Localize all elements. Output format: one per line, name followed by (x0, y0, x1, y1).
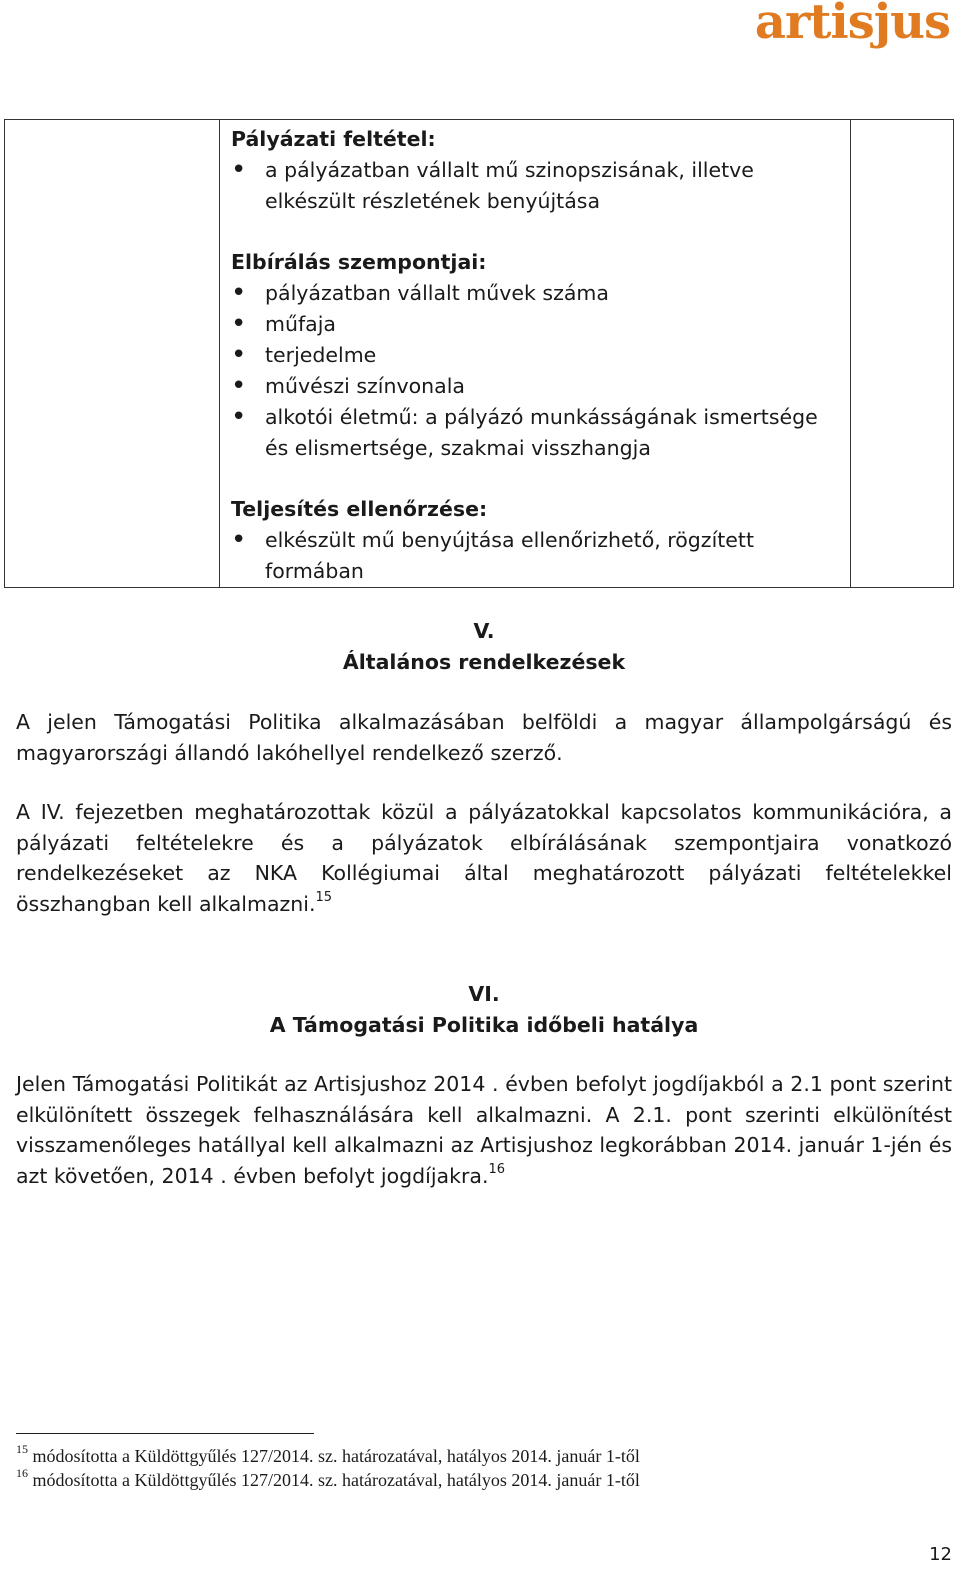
table-cell-right (851, 120, 954, 588)
footnote-ref: 15 (315, 889, 333, 905)
evaluation-heading: Elbírálás szempontjai: (231, 250, 487, 274)
footnote-number: 15 (16, 1442, 28, 1456)
list-item: • művészi színvonala (231, 371, 840, 402)
footnote (16, 1466, 640, 1491)
evaluation-list (231, 278, 840, 464)
section-number: V. (473, 619, 495, 643)
completion-list (231, 525, 840, 587)
page-number: 12 (929, 1544, 952, 1565)
table-cell-left (5, 120, 220, 588)
list-item: • elkészült mű benyújtása ellenőrizhető, rögzített formában (231, 525, 840, 587)
paragraph-text: A IV. fejezetben meghatározottak közül a pályázatokkal kapcsolatos kommunikációra, a pályázati feltételekre és a pályázatok elbírálásának szempontjaira vonatkozó rendelkezéseket az NKA Kollégiumai által meghatározott pályázati feltételekkel összhangban kell alkalmazni. (16, 800, 952, 916)
footnote-ref: 16 (488, 1161, 506, 1177)
paragraph-text: Jelen Támogatási Politikát az Artisjushoz 2014 . évben befolyt jogdíjakból a 2.1 pont szerint elkülönített összegek felhasználására kell alkalmazni. A 2.1. pont szerinti elkülönítést visszamenőleges hatállyal kell alkalmazni az Artisjushoz legkorábban 2014. január 1-jén és azt követően, 2014 . évben befolyt jogdíjakra. (16, 1072, 952, 1188)
footnote-separator (16, 1433, 314, 1434)
list-item: • alkotói életmű: a pályázó munkásságának ismertsége és elismertsége, szakmai visszhangja (231, 402, 840, 464)
criteria-list (231, 155, 840, 217)
list-item: • műfaja (231, 309, 840, 340)
completion-heading: Teljesítés ellenőrzése: (231, 497, 488, 521)
criteria-heading: Pályázati feltétel: (231, 127, 436, 151)
paragraph (16, 1069, 952, 1191)
criteria-table (4, 119, 954, 588)
table-cell-content (220, 120, 851, 588)
paragraph (16, 797, 952, 919)
section-number: VI. (468, 982, 500, 1006)
footnote-text: módosította a Küldöttgyűlés 127/2014. sz. határozatával, hatályos 2014. január 1-től (32, 1446, 640, 1466)
footnote-text: módosította a Küldöttgyűlés 127/2014. sz. határozatával, hatályos 2014. január 1-től (32, 1470, 640, 1490)
section-title: A Támogatási Politika időbeli hatálya (269, 1012, 699, 1037)
list-item: • pályázatban vállalt művek száma (231, 278, 840, 309)
section-title: Általános rendelkezések (342, 649, 626, 674)
section-5-heading (16, 616, 952, 677)
list-item: • a pályázatban vállalt mű szinopszisának, illetve elkészült részletének benyújtása (231, 155, 840, 217)
footnote-number: 16 (16, 1466, 28, 1480)
section-6-heading (16, 979, 952, 1040)
paragraph: A jelen Támogatási Politika alkalmazásában belföldi a magyar állampolgárságú és magyarországi állandó lakóhellyel rendelkező szerző. (16, 710, 952, 765)
list-item: • terjedelme (231, 340, 840, 371)
footnote (16, 1442, 640, 1467)
artisjus-logo: artisjus (754, 0, 950, 50)
